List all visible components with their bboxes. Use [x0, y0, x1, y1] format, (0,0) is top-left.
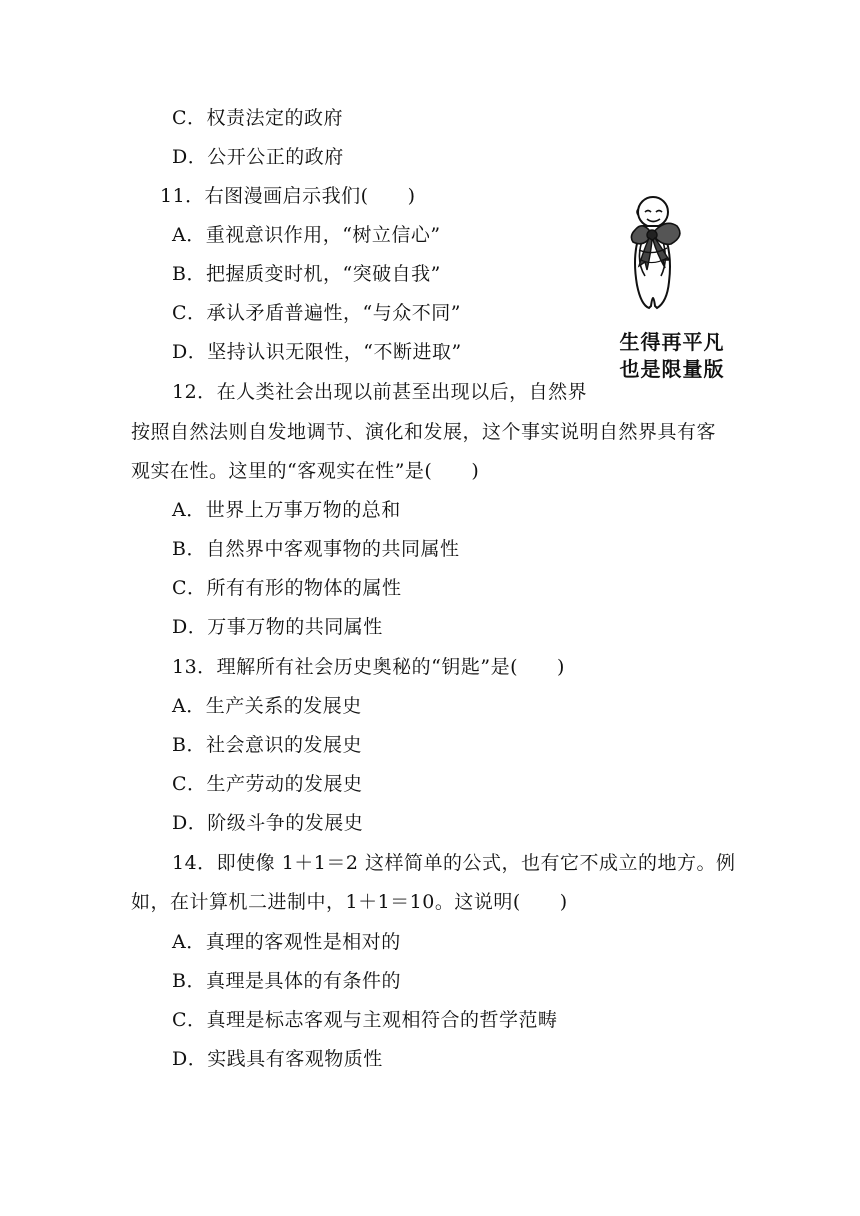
q12-stem-line-1: 12．在人类社会出现以前甚至出现以后，自然界: [172, 381, 588, 403]
q14-option-b: B．真理是具体的有条件的: [172, 970, 401, 992]
q13-option-a: A．生产关系的发展史: [172, 695, 362, 717]
q12-option-b: B．自然界中客观事物的共同属性: [172, 538, 460, 560]
q10-option-d: D．公开公正的政府: [172, 146, 344, 168]
q11-stem: 11．右图漫画启示我们( ): [160, 185, 416, 207]
cartoon-caption-line-2: 也是限量版: [619, 357, 725, 381]
q13-option-d: D．阶级斗争的发展史: [172, 812, 364, 834]
q11-option-b: B．把握质变时机，“突破自我”: [172, 263, 441, 285]
q14-option-a: A．真理的客观性是相对的: [172, 931, 401, 953]
q12-option-d: D．万事万物的共同属性: [172, 616, 383, 638]
q12-option-a: A．世界上万事万物的总和: [172, 499, 401, 521]
q12-stem-line-3: 观实在性。这里的“客观实在性”是( ): [131, 460, 480, 482]
q14-option-c: C．真理是标志客观与主观相符合的哲学范畴: [172, 1009, 558, 1031]
q11-option-d: D．坚持认识无限性，“不断进取”: [172, 341, 462, 363]
q12-option-c: C．所有有形的物体的属性: [172, 577, 402, 599]
q14-stem-line-2: 如，在计算机二进制中，1＋1＝10。这说明( ): [131, 891, 568, 913]
q13-stem: 13．理解所有社会历史奥秘的“钥匙”是( ): [172, 656, 565, 678]
q11-option-a: A．重视意识作用，“树立信心”: [172, 224, 441, 246]
q14-option-d: D．实践具有客观物质性: [172, 1048, 383, 1070]
q14-stem-line-1: 14．即使像 1＋1＝2 这样简单的公式，也有它不成立的地方。例: [172, 852, 736, 874]
q13-option-c: C．生产劳动的发展史: [172, 773, 363, 795]
q11-option-c: C．承认矛盾普遍性，“与众不同”: [172, 302, 461, 324]
q10-option-c: C．权责法定的政府: [172, 107, 344, 129]
q13-option-b: B．社会意识的发展史: [172, 734, 362, 756]
q12-stem-line-2: 按照自然法则自发地调节、演化和发展，这个事实说明自然界具有客: [131, 421, 717, 443]
cartoon-caption-line-1: 生得再平凡: [619, 330, 725, 354]
